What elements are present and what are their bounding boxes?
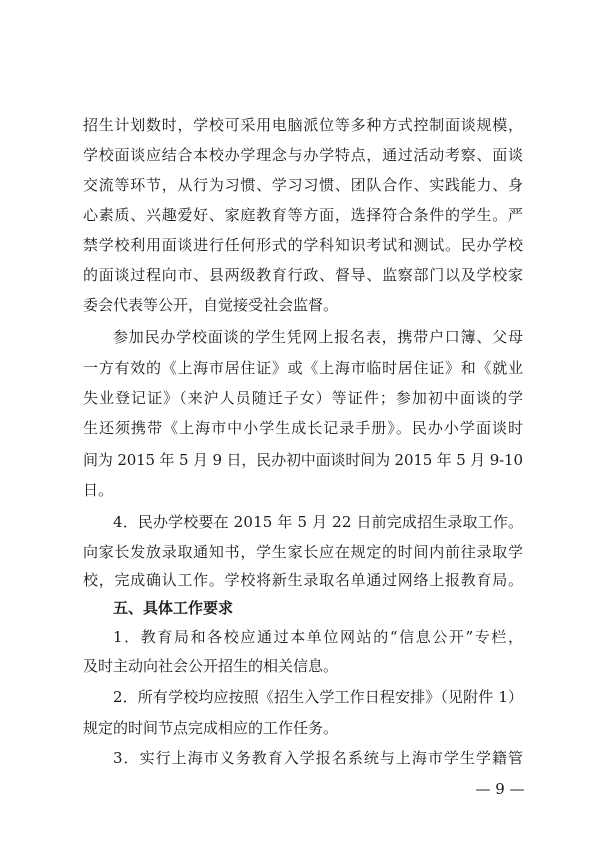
text-line xyxy=(113,687,523,707)
text-line-content: 1．教育局和各校应通过本单位网站的“信息公开”专栏， xyxy=(113,628,525,646)
text-line-content: 交流等环节，从行为习惯、学习习惯、团队合作、实践能力、身 xyxy=(83,176,524,194)
text-line xyxy=(83,718,523,738)
text-line-content: 参加民办学校面谈的学生凭网上报名表，携带户口簿、父母 xyxy=(113,328,524,346)
text-line xyxy=(83,145,523,165)
text-line xyxy=(83,265,523,285)
text-line-content: 校，完成确认工作。学校将新生录取名单通过网络上报教育局。 xyxy=(83,571,524,589)
text-line xyxy=(83,175,523,195)
text-line-content: 学校面谈应结合本校办学理念与办学特点，通过活动考察、面谈 xyxy=(83,146,524,164)
text-line xyxy=(83,388,523,408)
text-line-content: 的面谈过程向市、县两级教育行政、督导、监察部门以及学校家 xyxy=(83,266,524,284)
text-line xyxy=(83,358,523,378)
text-line-content: 日。 xyxy=(83,481,114,499)
text-line-content: 一方有效的《上海市居住证》或《上海市临时居住证》和《就业 xyxy=(83,359,524,377)
text-line xyxy=(83,295,523,315)
text-line xyxy=(83,656,523,676)
text-line xyxy=(83,205,523,225)
text-line-content: 五、具体工作要求 xyxy=(113,599,234,617)
text-line-content: 心素质、兴趣爱好、家庭教育等方面，选择符合条件的学生。严 xyxy=(83,206,524,224)
text-line-content: 委会代表等公开，自觉接受社会监督。 xyxy=(83,296,339,314)
text-line-content: 失业登记证》（来沪人员随迁子女）等证件；参加初中面谈的学 xyxy=(83,389,525,407)
text-line xyxy=(83,570,523,590)
text-line xyxy=(113,512,523,532)
text-line xyxy=(83,115,523,135)
text-line-content: 3．实行上海市义务教育入学报名系统与上海市学生学籍管 xyxy=(113,749,525,767)
page-number: — 9 — xyxy=(475,780,525,798)
text-line xyxy=(83,542,523,562)
text-line-content: 2．所有学校均应按照《招生入学工作日程安排》（见附件 1） xyxy=(113,688,524,706)
text-line-content: 向家长发放录取通知书，学生家长应在规定的时间内前往录取学 xyxy=(83,543,524,561)
section-heading xyxy=(113,598,523,618)
text-line-content: 禁学校利用面谈进行任何形式的学科知识考试和测试。民办学校 xyxy=(83,236,524,254)
text-line xyxy=(83,235,523,255)
text-line xyxy=(113,327,523,347)
text-line-content: 招生计划数时，学校可采用电脑派位等多种方式控制面谈规模， xyxy=(83,116,524,134)
text-line-content: 4．民办学校要在 2015 年 5 月 22 日前完成招生录取工作。 xyxy=(113,513,524,531)
text-line-content: 间为 2015 年 5 月 9 日，民办初中面谈时间为 2015 年 5 月 9-10 xyxy=(83,451,523,469)
text-line xyxy=(83,450,523,470)
text-line-content: 规定的时间节点完成相应的工作任务。 xyxy=(83,719,339,737)
text-line xyxy=(113,748,523,768)
text-line-content: 生还须携带《上海市中小学生成长记录手册》。民办小学面谈时 xyxy=(83,419,525,437)
text-line xyxy=(83,418,523,438)
text-line xyxy=(83,480,523,500)
text-line xyxy=(113,627,523,647)
text-line-content: 及时主动向社会公开招生的相关信息。 xyxy=(83,657,339,675)
